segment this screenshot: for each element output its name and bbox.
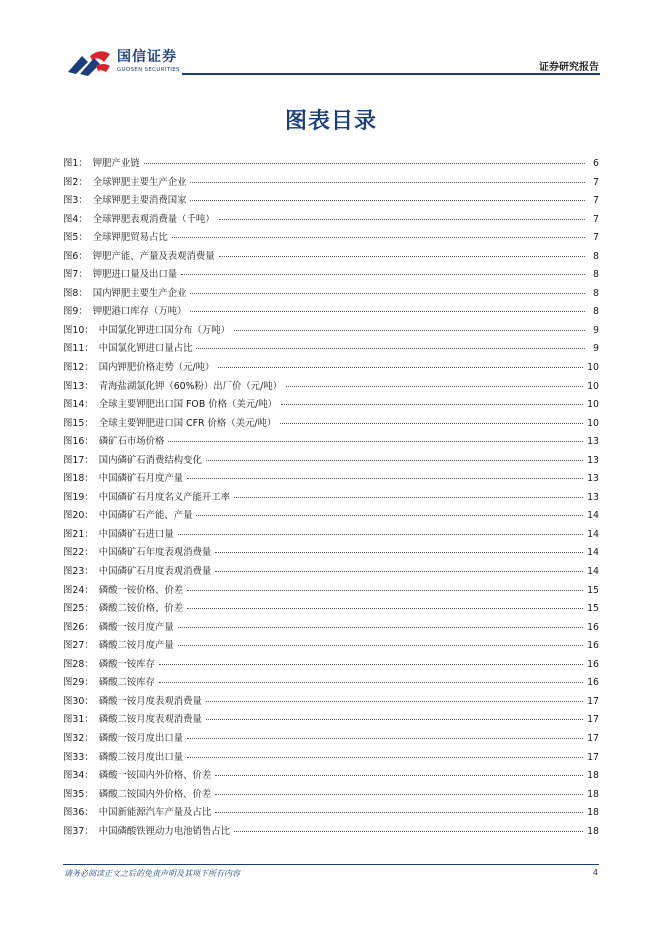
toc-entry[interactable] (63, 637, 599, 656)
toc-entry-title: 钾肥港口库存（万吨） (92, 306, 187, 318)
toc-entry-page: 14 (587, 510, 599, 522)
toc-entry[interactable] (63, 340, 599, 359)
toc-entry-title: 磷酸一铵库存 (98, 658, 155, 670)
toc-entry[interactable] (63, 452, 599, 471)
toc-entry-title: 磷酸二铵月度表观消费量 (98, 714, 202, 726)
toc-dot-leader (218, 367, 583, 368)
toc-entry-title: 磷酸二铵月度产量 (98, 640, 174, 652)
toc-entry-number: 图29： (63, 677, 94, 689)
toc-entry-page: 16 (587, 658, 599, 670)
toc-entry-title: 全球主要钾肥进口国 CFR 价格（美元/吨） (98, 417, 277, 429)
toc-entry[interactable] (63, 359, 599, 378)
toc-entry-title: 磷酸二铵国内外价格、价差 (98, 788, 212, 800)
toc-entry[interactable] (63, 786, 599, 805)
toc-entry-number: 图28： (63, 658, 94, 670)
toc-entry-page: 14 (587, 566, 599, 578)
toc-entry-page: 16 (587, 640, 599, 652)
toc-entry-title: 钾肥产业链 (92, 158, 140, 169)
toc-dot-leader (234, 831, 583, 832)
toc-entry-number: 图24： (63, 584, 94, 596)
toc-entry[interactable] (63, 470, 599, 489)
toc-entry-number: 图35： (63, 788, 94, 800)
toc-entry-page: 10 (587, 399, 599, 411)
toc-dot-leader (215, 794, 583, 795)
toc-entry-title: 全球钾肥表观消费量（千吨） (92, 213, 215, 225)
toc-dot-leader (215, 552, 583, 553)
toc-entry[interactable] (63, 211, 599, 230)
toc-entry-page: 16 (587, 621, 599, 633)
toc-entry-page: 17 (587, 732, 599, 744)
toc-entry-page: 18 (587, 770, 599, 782)
toc-dot-leader (196, 348, 585, 349)
toc-dot-leader (234, 330, 585, 331)
toc-entry-page: 18 (587, 825, 599, 837)
toc-dot-leader (168, 441, 583, 442)
toc-entry-number: 图33： (63, 751, 94, 763)
toc-entry-number: 图3： (63, 195, 88, 207)
toc-entry-number: 图32： (63, 732, 94, 744)
toc-entry[interactable] (63, 656, 599, 675)
toc-entry-number: 图12： (63, 362, 94, 374)
toc-entry-number: 图23： (63, 566, 94, 578)
toc-entry[interactable] (63, 433, 599, 452)
toc-entry-number: 图10： (63, 324, 94, 336)
toc-entry-number: 图27： (63, 640, 94, 652)
toc-entry-title: 磷酸一铵国内外价格、价差 (98, 770, 212, 782)
toc-entry-page: 7 (593, 195, 599, 207)
toc-entry[interactable] (63, 619, 599, 638)
toc-entry-page: 17 (587, 751, 599, 763)
toc-entry-number: 图11： (63, 343, 94, 355)
toc-entry-number: 图19： (63, 491, 94, 503)
toc-dot-leader (190, 182, 585, 183)
guosen-logo-icon (66, 48, 112, 78)
toc-entry-page: 18 (587, 807, 599, 819)
toc-entry-title: 全球钾肥贸易占比 (92, 232, 168, 244)
toc-entry-title: 磷酸二铵月度出口量 (98, 751, 184, 763)
toc-entry[interactable] (63, 285, 599, 304)
toc-entry-title: 全球主要钾肥出口国 FOB 价格（美元/吨） (98, 399, 278, 411)
toc-entry-page: 14 (587, 528, 599, 540)
toc-entry-title: 全球钾肥主要消费国家 (92, 195, 187, 207)
brand-name-en: GUOSEN SECURITIES (117, 67, 180, 73)
toc-entry-title: 磷酸一铵月度表观消费量 (98, 695, 202, 707)
toc-entry-title: 国内钾肥主要生产企业 (92, 287, 187, 299)
toc-entry[interactable] (63, 730, 599, 749)
toc-dot-leader (281, 404, 583, 405)
toc-entry-page: 10 (587, 362, 599, 374)
toc-entry-page: 17 (587, 695, 599, 707)
toc-entry[interactable] (63, 767, 599, 786)
toc-entry-page: 8 (593, 269, 599, 281)
toc-entry[interactable] (63, 600, 599, 619)
toc-dot-leader (215, 775, 583, 776)
toc-entry-title: 磷酸一铵月度出口量 (98, 732, 184, 744)
toc-entry[interactable] (63, 229, 599, 248)
toc-entry-page: 7 (593, 176, 599, 188)
toc-entry-title: 中国新能源汽车产量及占比 (98, 807, 212, 819)
page-title: 图表目录 (284, 109, 377, 134)
footer-divider (63, 864, 599, 865)
toc-entry-page: 15 (587, 603, 599, 615)
toc-entry-title: 磷酸二铵库存 (98, 677, 155, 689)
toc-entry-title: 中国氯化钾进口量占比 (98, 343, 193, 355)
toc-entry-page: 18 (587, 788, 599, 800)
toc-dot-leader (159, 664, 583, 665)
toc-entry-page: 8 (593, 287, 599, 299)
toc-entry[interactable] (63, 563, 599, 582)
toc-dot-leader (234, 497, 583, 498)
toc-entry-page: 16 (587, 677, 599, 689)
toc-entry-title: 磷酸二铵价格、价差 (98, 603, 184, 615)
toc-entry-number: 图9： (63, 306, 88, 318)
toc-entry-number: 图2： (63, 176, 88, 188)
toc-entry-page: 6 (593, 158, 599, 169)
toc-entry[interactable] (63, 396, 599, 415)
footer-disclaimer: 请务必阅读正文之后的免责声明及其项下所有内容 (64, 869, 240, 878)
toc-dot-leader (219, 219, 585, 220)
toc-dot-leader (280, 423, 583, 424)
toc-entry-number: 图30： (63, 695, 94, 707)
toc-entry[interactable] (63, 526, 599, 545)
toc-entry-number: 图25： (63, 603, 94, 615)
toc-entry-title: 全球钾肥主要生产企业 (92, 176, 187, 188)
toc-entry-title: 中国磷酸铁锂动力电池销售占比 (98, 825, 230, 837)
toc-dot-leader (187, 608, 583, 609)
toc-dot-leader (172, 237, 585, 238)
toc-entry-number: 图21： (63, 528, 94, 540)
toc-entry-page: 10 (587, 417, 599, 429)
toc-entry-number: 图5： (63, 232, 88, 244)
toc-entry[interactable] (63, 322, 599, 341)
toc-dot-leader (206, 701, 583, 702)
toc-dot-leader (187, 590, 583, 591)
toc-entry-page: 7 (593, 232, 599, 244)
figure-list (63, 155, 599, 841)
toc-dot-leader (190, 200, 585, 201)
toc-dot-leader (206, 719, 583, 720)
toc-entry-title: 中国磷矿石产能、产量 (98, 510, 193, 522)
toc-entry-title: 中国磷矿石年度表观消费量 (98, 547, 212, 559)
toc-dot-leader (178, 645, 583, 646)
toc-entry[interactable] (63, 711, 599, 730)
toc-entry[interactable] (63, 192, 599, 211)
toc-entry-number: 图16： (63, 436, 94, 448)
toc-entry[interactable] (63, 507, 599, 526)
header-divider (182, 73, 600, 75)
toc-entry-number: 图6： (63, 250, 88, 262)
toc-dot-leader (178, 627, 583, 628)
toc-entry[interactable] (63, 174, 599, 193)
toc-entry[interactable] (63, 823, 599, 842)
toc-entry[interactable] (63, 693, 599, 712)
toc-entry-page: 10 (587, 380, 599, 392)
toc-entry-number: 图13： (63, 380, 94, 392)
toc-entry-number: 图1： (63, 158, 88, 169)
toc-entry-number: 图37： (63, 825, 94, 837)
toc-entry-page: 9 (593, 324, 599, 336)
toc-entry[interactable] (63, 674, 599, 693)
toc-entry-page: 13 (587, 473, 599, 485)
toc-entry-number: 图31： (63, 714, 94, 726)
toc-entry-title: 中国磷矿石月度表观消费量 (98, 566, 212, 578)
toc-entry-title: 中国磷矿石月度名义产能开工率 (98, 491, 230, 503)
toc-entry-number: 图26： (63, 621, 94, 633)
toc-entry-title: 中国磷矿石进口量 (98, 528, 174, 540)
toc-entry[interactable] (63, 303, 599, 322)
toc-entry[interactable] (63, 749, 599, 768)
toc-entry-number: 图36： (63, 807, 94, 819)
brand-name (117, 49, 180, 74)
toc-entry-number: 图22： (63, 547, 94, 559)
toc-entry-title: 钾肥产能、产量及表观消费量 (92, 250, 215, 262)
toc-dot-leader (144, 163, 585, 164)
toc-dot-leader (206, 460, 583, 461)
toc-entry-number: 图20： (63, 510, 94, 522)
toc-entry[interactable] (63, 489, 599, 508)
toc-entry-title: 磷酸一铵价格、价差 (98, 584, 184, 596)
toc-entry-title: 青海盐湖氯化钾（60%粉）出厂价（元/吨） (98, 380, 283, 392)
toc-entry-number: 图15： (63, 417, 94, 429)
toc-dot-leader (187, 478, 583, 479)
toc-entry-title: 国内钾肥价格走势（元/吨） (98, 362, 215, 374)
toc-dot-leader (187, 757, 583, 758)
toc-entry[interactable] (63, 582, 599, 601)
toc-entry-page: 13 (587, 454, 599, 466)
toc-dot-leader (215, 571, 583, 572)
toc-entry-title: 钾肥进口量及出口量 (92, 269, 178, 281)
toc-entry-page: 7 (593, 213, 599, 225)
toc-entry-page: 17 (587, 714, 599, 726)
toc-dot-leader (215, 812, 583, 813)
toc-entry-title: 国内磷矿石消费结构变化 (98, 454, 202, 466)
toc-entry-number: 图8： (63, 287, 88, 299)
toc-entry-number: 图14： (63, 399, 94, 411)
toc-entry[interactable] (63, 266, 599, 285)
toc-entry-title: 磷酸一铵月度产量 (98, 621, 174, 633)
toc-entry-title: 磷矿石市场价格 (98, 436, 165, 448)
toc-dot-leader (286, 386, 583, 387)
toc-entry-page: 13 (587, 491, 599, 503)
toc-entry-page: 8 (593, 250, 599, 262)
toc-entry[interactable] (63, 415, 599, 434)
toc-entry-number: 图34： (63, 770, 94, 782)
toc-entry-number: 图17： (63, 454, 94, 466)
toc-entry-title: 中国氯化钾进口国分布（万吨） (98, 324, 230, 336)
toc-entry[interactable] (63, 155, 599, 174)
toc-entry[interactable] (63, 544, 599, 563)
toc-entry-page: 8 (593, 306, 599, 318)
toc-dot-leader (178, 534, 583, 535)
toc-entry[interactable] (63, 248, 599, 267)
toc-entry-number: 图18： (63, 473, 94, 485)
toc-dot-leader (219, 256, 585, 257)
toc-entry-number: 图7： (63, 269, 88, 281)
toc-entry[interactable] (63, 804, 599, 823)
page-header (0, 0, 662, 78)
toc-dot-leader (196, 515, 583, 516)
toc-dot-leader (159, 682, 583, 683)
toc-dot-leader (190, 311, 585, 312)
toc-entry-title: 中国磷矿石月度产量 (98, 473, 184, 485)
brand-name-cn: 国信证券 (117, 49, 177, 65)
toc-dot-leader (187, 738, 583, 739)
toc-entry-page: 13 (587, 436, 599, 448)
toc-dot-leader (181, 274, 585, 275)
page-number: 4 (592, 868, 598, 877)
toc-entry-page: 14 (587, 547, 599, 559)
toc-entry-number: 图4： (63, 213, 88, 225)
toc-dot-leader (190, 293, 585, 294)
report-type-label: 证券研究报告 (539, 62, 599, 73)
toc-entry-page: 9 (593, 343, 599, 355)
toc-entry[interactable] (63, 378, 599, 397)
toc-entry-page: 15 (587, 584, 599, 596)
